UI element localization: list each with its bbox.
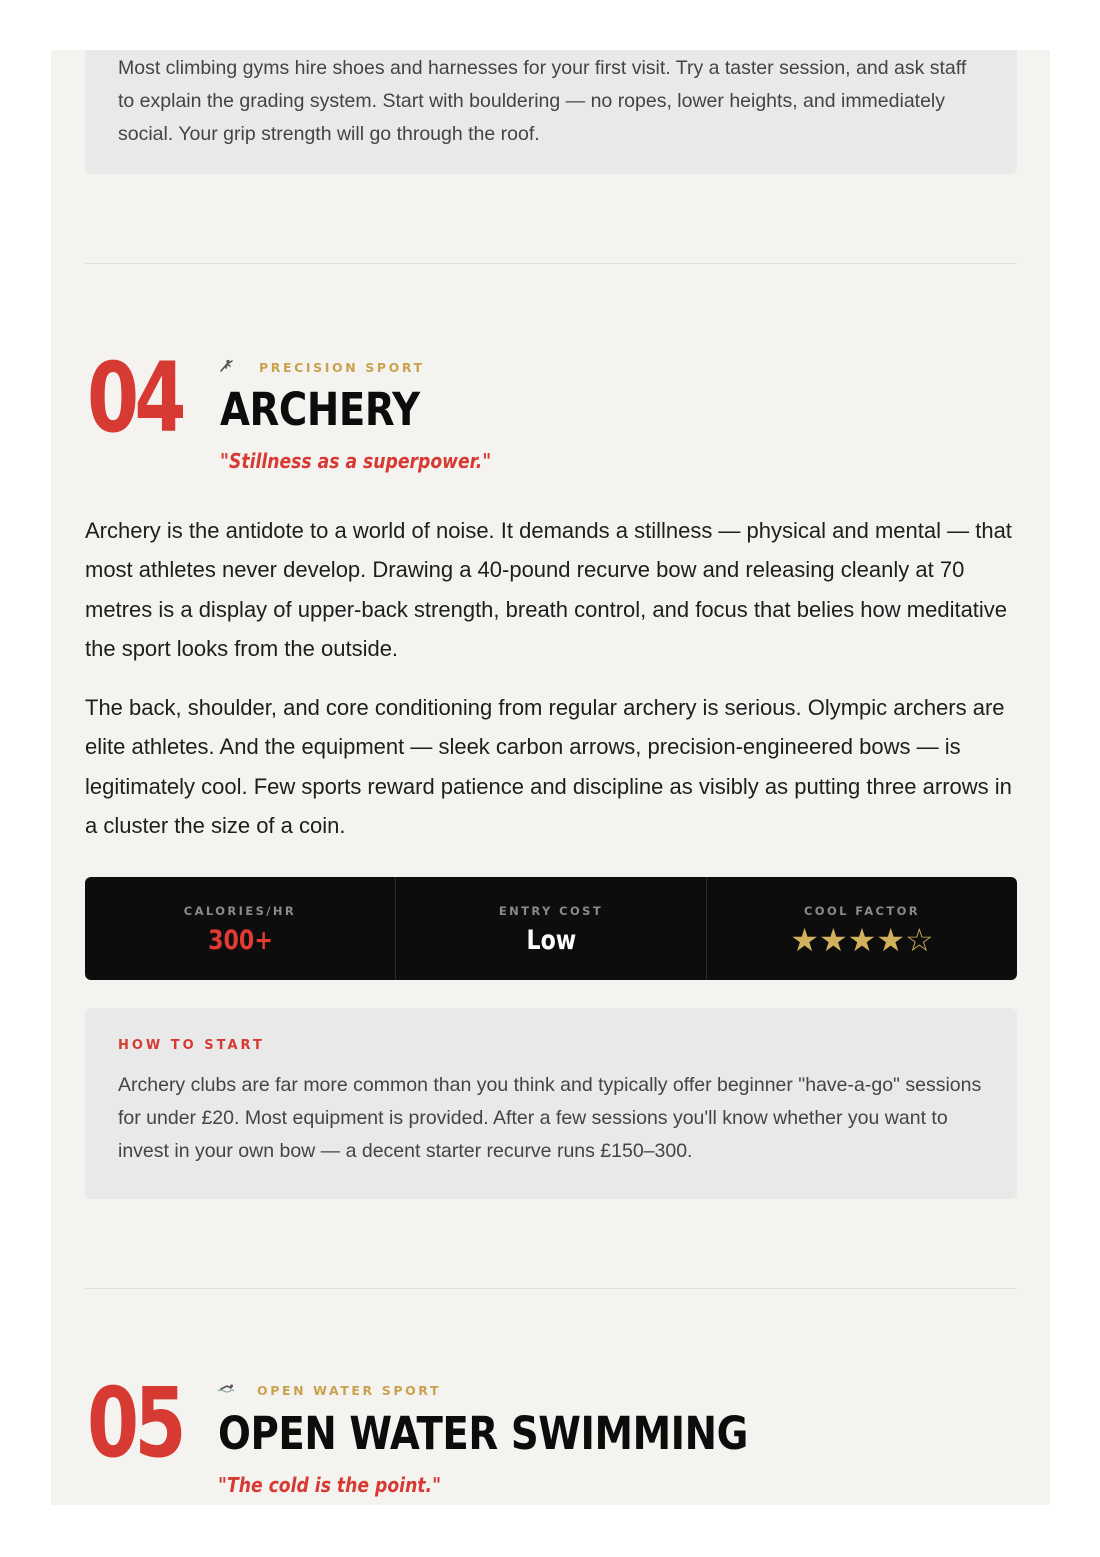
section-number: 04 — [87, 342, 182, 454]
section-kicker — [219, 359, 425, 376]
how-to-start-text: Archery clubs are far more common than you think and typically offer beginner "have-a-go" sessions for under £20. Most equipment is provided. After a few sessions you'll know whether you want to invest in your own bow — a decent starter recurve runs £150–300. — [118, 1074, 982, 1162]
star-rating: ★★★★☆ — [790, 921, 934, 959]
stat-label: CALORIES/HR — [183, 904, 297, 918]
section-divider — [85, 1288, 1017, 1289]
how-to-start-box — [85, 1008, 1017, 1199]
stat-cool-factor — [707, 877, 1017, 980]
section-tagline: "The cold is the point." — [218, 1473, 442, 1497]
section-tagline: "Stillness as a superpower." — [220, 449, 492, 473]
stat-value: 300+ — [207, 925, 273, 956]
archer-icon — [219, 359, 237, 376]
climbing-how-to-start-box — [85, 50, 1017, 174]
stat-label: COOL FACTOR — [803, 904, 921, 918]
how-to-start-label: HOW TO START — [118, 1038, 265, 1053]
section-kicker-label: OPEN WATER SPORT — [257, 1383, 442, 1398]
stat-calories — [85, 877, 396, 980]
body-paragraph: The back, shoulder, and core conditioning from regular archery is serious. Olympic archers are elite athletes. And the equipment — sleek carbon arrows, precision-engineered bows — is legitimately cool. Few sports reward patience and discipline as visibly as putting three arrows in a cluster the size of a coin. — [85, 695, 1012, 838]
section-title: OPEN WATER SWIMMING — [218, 1407, 748, 1460]
stats-bar — [85, 877, 1017, 980]
section-divider — [85, 263, 1017, 264]
section-title: ARCHERY — [220, 383, 420, 436]
article-page — [51, 50, 1050, 1505]
swimmer-icon — [217, 1383, 235, 1398]
section-kicker-label: PRECISION SPORT — [259, 360, 425, 375]
climbing-how-to-start-text: Most climbing gyms hire shoes and harnesses for your first visit. Try a taster session, and ask staff to explain the grading system. Start with bouldering — no ropes, lower heights, and immediately social. Your grip strength will go through the roof. — [118, 57, 967, 145]
section-kicker — [217, 1383, 441, 1398]
stat-value: Low — [526, 925, 576, 956]
stat-label: ENTRY COST — [498, 904, 604, 918]
stat-entry-cost — [396, 877, 707, 980]
body-paragraph: Archery is the antidote to a world of noise. It demands a stillness — physical and mental — that most athletes never develop. Drawing a 40-pound recurve bow and releasing cleanly at 70 metres is a display of upper-back strength, breath control, and focus that belies how meditative the sport looks from the outside. — [85, 518, 1012, 661]
section-number: 05 — [87, 1367, 182, 1479]
